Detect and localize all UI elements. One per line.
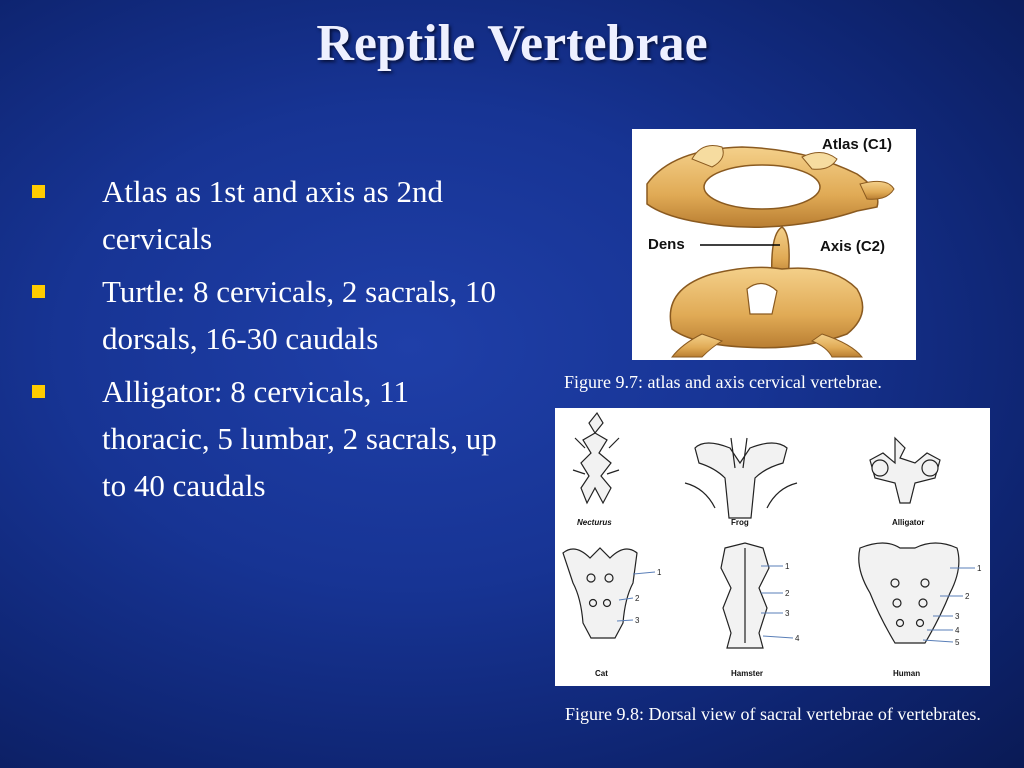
necturus-drawing <box>573 413 619 503</box>
callout-label: 5 <box>955 638 960 647</box>
bullet-item <box>30 268 500 362</box>
callout-label: 3 <box>785 609 790 618</box>
callout-label: 4 <box>955 626 960 635</box>
hamster-drawing <box>721 543 769 648</box>
cat-drawing <box>563 548 637 638</box>
bullet-text: Alligator: 8 cervicals, 11 thoracic, 5 lumbar, 2 sacrals, up to 40 caudals <box>102 374 497 503</box>
square-bullet-icon <box>32 285 45 298</box>
axis-label: Axis (C2) <box>820 238 886 255</box>
callout-label: 1 <box>785 562 790 571</box>
callout-label: 3 <box>635 616 640 625</box>
slide-title: Reptile Vertebrae <box>316 15 708 72</box>
callout-label: 1 <box>657 568 662 577</box>
atlas-bone-shape <box>647 146 894 228</box>
bullet-text: Turtle: 8 cervicals, 2 sacrals, 10 dorsals, 16-30 caudals <box>102 274 497 356</box>
square-bullet-icon <box>32 385 45 398</box>
frog-drawing <box>685 438 797 518</box>
species-label-alligator: Alligator <box>892 518 925 527</box>
callout-label: 4 <box>795 634 800 643</box>
species-label-cat: Cat <box>595 669 608 678</box>
atlas-label: Atlas (C1) <box>822 136 893 153</box>
callout-label: 1 <box>977 564 982 573</box>
figure1-caption: Figure 9.7: atlas and axis cervical vertebrae. <box>564 372 882 392</box>
species-label-necturus: Necturus <box>577 518 612 527</box>
human-drawing <box>859 543 959 643</box>
sacral-vertebrae-illustration <box>555 408 990 686</box>
atlas-axis-illustration <box>632 129 916 360</box>
figure2-caption: Figure 9.8: Dorsal view of sacral vertebrae of vertebrates. <box>565 704 981 724</box>
bullet-text: Atlas as 1st and axis as 2nd cervicals <box>102 174 443 256</box>
species-label-hamster: Hamster <box>731 669 764 678</box>
callout-label: 3 <box>955 612 960 621</box>
species-label-human: Human <box>893 669 921 678</box>
dens-label: Dens <box>648 236 685 253</box>
alligator-drawing <box>870 438 940 503</box>
sacral-vertebrae-figure <box>555 408 990 686</box>
square-bullet-icon <box>32 185 45 198</box>
callout-label: 2 <box>635 594 640 603</box>
callout-label: 2 <box>785 589 790 598</box>
bullet-item <box>30 368 500 509</box>
species-label-frog: Frog <box>731 518 749 527</box>
callout-label: 2 <box>965 592 970 601</box>
atlas-axis-figure <box>632 129 916 360</box>
bullet-item <box>30 168 500 262</box>
bullet-list <box>30 168 500 515</box>
